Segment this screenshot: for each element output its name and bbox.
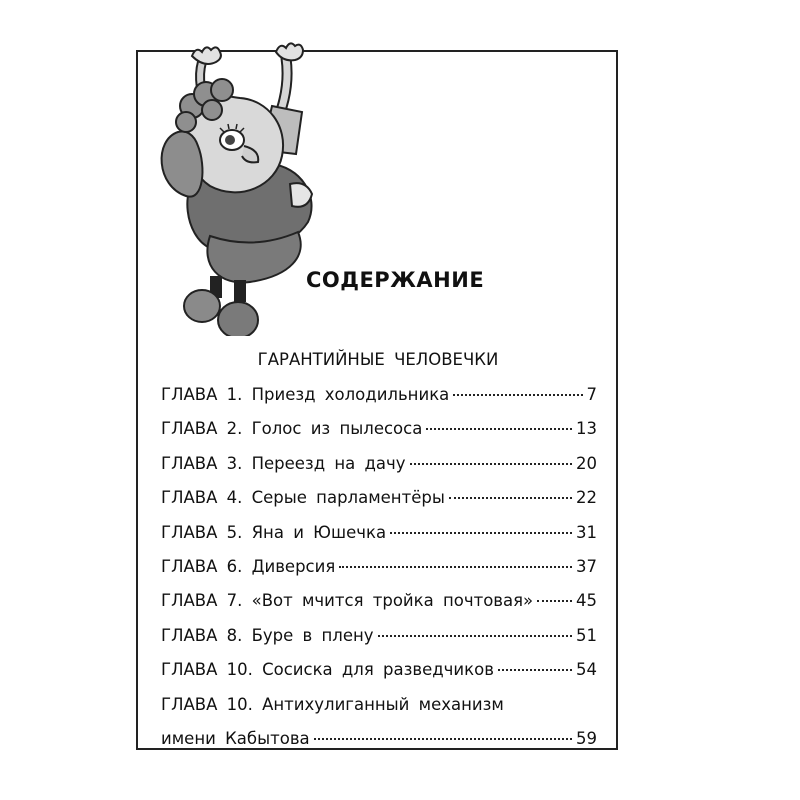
toc-entry-chapter-5[interactable]: [161, 516, 597, 550]
toc-entry-label: ГЛАВА 5. Яна и Юшечка: [161, 522, 387, 542]
dot-leader: [537, 600, 572, 602]
table-of-contents: [161, 378, 597, 756]
toc-entry-label: ГЛАВА 7. «Вот мчится тройка почтовая»: [161, 591, 534, 611]
dot-leader: [426, 428, 572, 430]
toc-entry-page-number: 51: [576, 625, 597, 645]
toc-entry-label: ГЛАВА 10. Антихулиганный механизм: [161, 694, 504, 714]
toc-entry-page-number: 59: [576, 728, 597, 748]
dot-leader: [314, 738, 572, 740]
toc-entry-chapter-3[interactable]: [161, 447, 597, 481]
toc-entry-label: ГЛАВА 8. Буре в плену: [161, 625, 374, 645]
toc-entry-page-number: 20: [576, 453, 597, 473]
dot-leader: [378, 635, 572, 637]
toc-entry-chapter-7[interactable]: [161, 584, 597, 618]
toc-entry-label: ГЛАВА 6. Диверсия: [161, 556, 336, 576]
toc-entry-page-number: 7: [586, 385, 597, 404]
toc-entry-label: ГЛАВА 3. Переезд на дачу: [161, 453, 406, 473]
toc-entry-page-number: 37: [576, 556, 597, 576]
toc-title: СОДЕРЖАНИЕ: [306, 268, 485, 292]
toc-entry-chapter-2[interactable]: [161, 412, 597, 446]
toc-entry-label: ГЛАВА 2. Голос из пылесоса: [161, 419, 423, 439]
toc-entry-chapter-4[interactable]: [161, 481, 597, 515]
toc-entry-page-number: 13: [576, 419, 597, 439]
toc-entry-page-number: 54: [576, 660, 597, 680]
dot-leader: [390, 532, 572, 534]
dot-leader: [453, 394, 582, 396]
toc-entry-label: ГЛАВА 4. Серые парламентёры: [161, 488, 445, 508]
toc-entry-label: ГЛАВА 10. Сосиска для разведчиков: [161, 660, 494, 680]
dot-leader: [498, 669, 572, 671]
dot-leader: [339, 566, 572, 568]
toc-entry-page-number: 45: [576, 591, 597, 611]
toc-entry-chapter-1[interactable]: [161, 378, 597, 412]
toc-entry-chapter-6[interactable]: [161, 550, 597, 584]
toc-entry-chapter-10-mechanism-line2[interactable]: [161, 722, 597, 756]
toc-entry-chapter-10-mechanism-line1[interactable]: [161, 688, 597, 722]
toc-entry-chapter-8[interactable]: [161, 619, 597, 653]
toc-entry-label: имени Кабытова: [161, 728, 310, 748]
toc-entry-chapter-10-sausage[interactable]: [161, 653, 597, 687]
toc-entry-page-number: 22: [576, 488, 597, 508]
toc-entry-label: ГЛАВА 1. Приезд холодильника: [161, 385, 450, 404]
section-title: ГАРАНТИЙНЫЕ ЧЕЛОВЕЧКИ: [257, 350, 499, 369]
dot-leader: [449, 497, 572, 499]
toc-entry-page-number: 31: [576, 522, 597, 542]
dot-leader: [410, 463, 572, 465]
